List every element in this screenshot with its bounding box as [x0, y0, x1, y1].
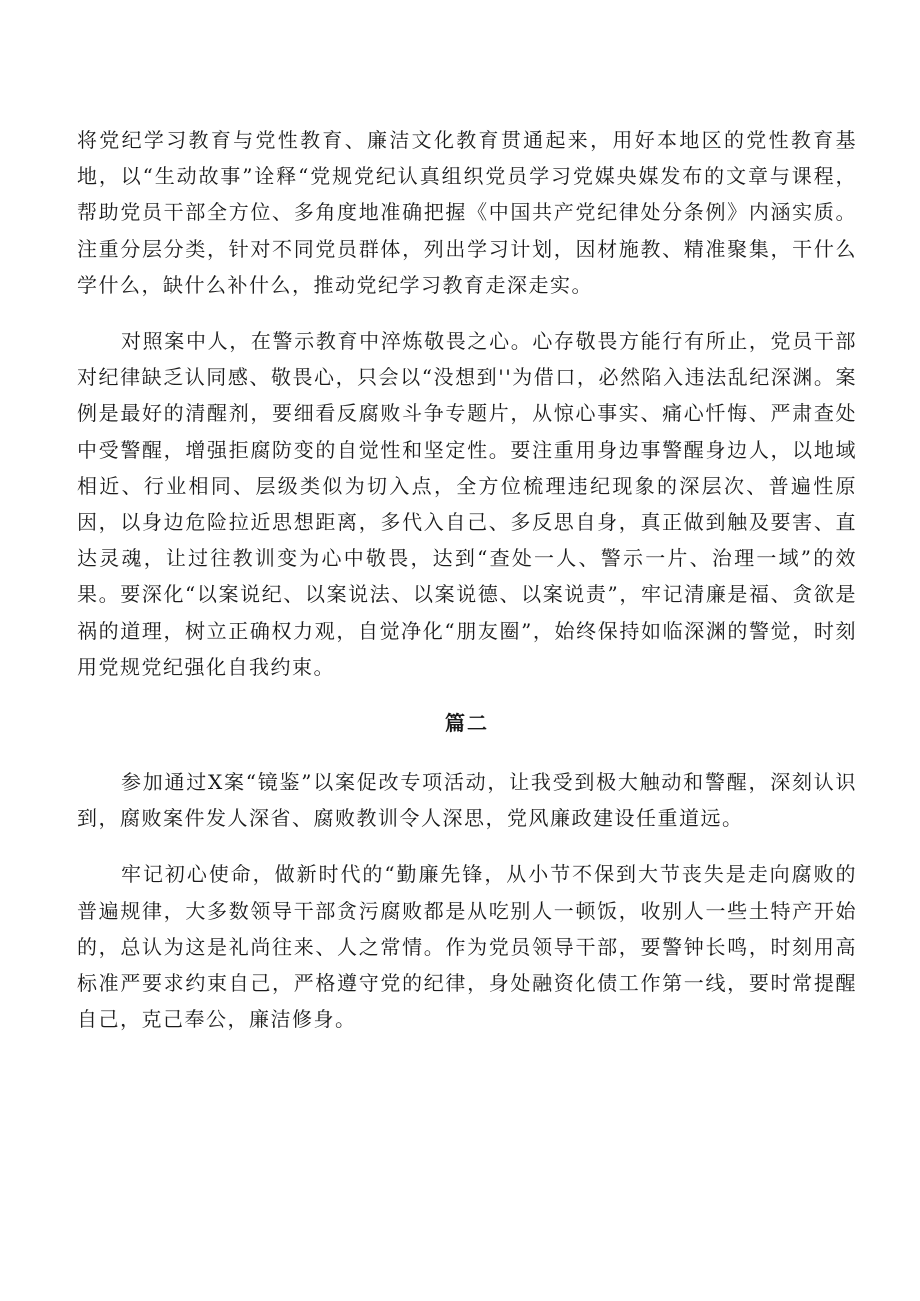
paragraph-warning-education: 对照案中人，在警示教育中淬炼敬畏之心。心存敬畏方能行有所止，党员干部对纪律缺乏认同感、敬畏心，只会以“没想到''为借口，必然陷入违法乱纪深渊。案例是最好的清醒剂，要细看反腐败斗争专题片，从惊心事实、痛心忏悔、严肃查处中受警醒，增强拒腐防变的自觉性和坚定性。要注重用身边事警醒身边人，以地域相近、行业相同、层级类似为切入点，全方位梳理违纪现象的深层次、普遍性原因，以身边危险拉近思想距离，多代入自己、多反思自身，真正做到触及要害、直达灵魂，让过往教训变为心中敬畏，达到“查处一人、警示一片、治理一域”的效果。要深化“以案说纪、以案说法、以案说德、以案说责”，牢记清廉是福、贪欲是祸的道理，树立正确权力观，自觉净化“朋友圈”，始终保持如临深渊的警觉，时刻用党规党纪强化自我约束。: [77, 329, 857, 679]
section-heading: 篇二: [445, 711, 489, 736]
paragraph-original-mission: 牢记初心使命，做新时代的“勤廉先锋，从小节不保到大节丧失是走向腐败的普遍规律，大多数领导干部贪污腐败都是从吃别人一顿饭，收别人一些土特产开始的，总认为这是礼尚往来、人之常情。作为党员领导干部，要警钟长鸣，时刻用高标准严要求约束自己，严格遵守党的纪律，身处融资化债工作第一线，要时常提醒自己，克己奉公，廉洁修身。: [77, 862, 857, 1032]
paragraph-party-education: 将党纪学习教育与党性教育、廉洁文化教育贯通起来，用好本地区的党性教育基地，以“生动故事”诠释“党规党纪认真组织党员学习党媒央媒发布的文章与课程，帮助党员干部全方位、多角度地准确把握《中国共产党纪律处分条例》内涵实质。注重分层分类，针对不同党员群体，列出学习计划，因材施教、精准聚集，干什么学什么，缺什么补什么，推动党纪学习教育走深走实。: [77, 128, 857, 297]
paragraph-case-activity: 参加通过X案“镜鉴”以案促改专项活动，让我受到极大触动和警醒，深刻认识到，腐败案件发人深省、腐败教训令人深思，党风廉政建设任重道远。: [77, 770, 857, 831]
document-body: [77, 122, 857, 1037]
